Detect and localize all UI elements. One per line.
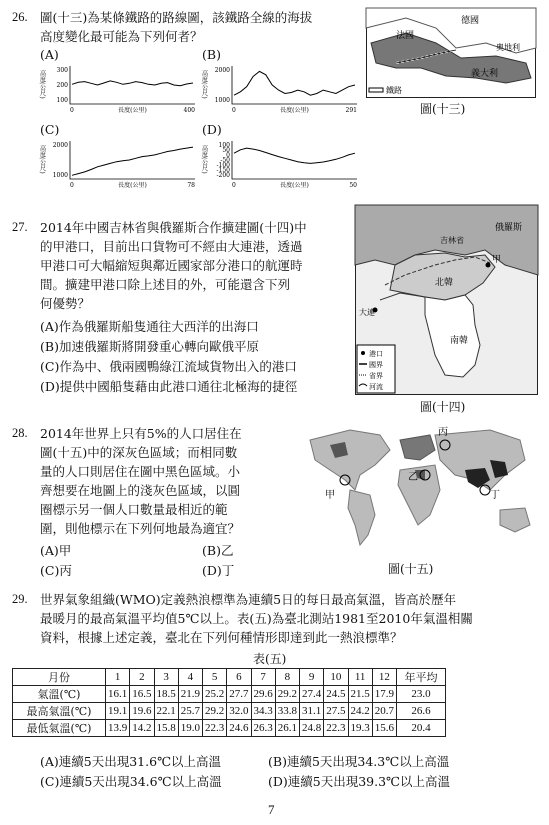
table-header-cell: 8	[275, 669, 299, 686]
q26-stem-line2: 高度變化最可能為下列何者？	[40, 29, 203, 44]
label-jilin: 吉林省	[440, 236, 464, 245]
table-cell: 32.0	[227, 703, 251, 720]
q27-option-b[interactable]: (B)加速俄羅斯將開發重心轉向歐俄平原	[40, 339, 259, 354]
q27-option-d[interactable]: (D)提供中國船隻藉由此港口通往北極海的捷徑	[40, 379, 298, 394]
table-cell: 22.3	[324, 720, 348, 737]
q28-stem-line1: 2014年世界上只有5%的人口居住在	[40, 426, 242, 441]
q28-stem-line2: 圖(十五)中的深灰色區域；而相同數	[40, 445, 238, 460]
table-cell: 24.6	[227, 720, 251, 737]
elevation-profile-line	[72, 81, 193, 86]
table-cell: 17.9	[372, 686, 396, 703]
table-cell: 23.0	[397, 686, 446, 703]
table-cell: 19.6	[130, 703, 154, 720]
figure-15-caption: 圖(十五)	[388, 562, 434, 576]
graph-y-axis-label: 高度(公尺)	[200, 145, 208, 174]
label-russia: 俄羅斯	[495, 223, 523, 233]
legend-province: 省界	[369, 372, 383, 380]
graph-x-tick-label: 0	[70, 182, 74, 189]
q26-option-c-label[interactable]: (C)	[40, 122, 60, 137]
q27-stem-line5: 何優勢？	[40, 296, 91, 311]
graph-y-tick-label: 2000	[214, 67, 230, 74]
table-cell: 21.9	[178, 686, 202, 703]
q27-stem-line4: 間。擴建甲港口除上述目的外，可能還含下列	[40, 277, 291, 292]
graph-y-tick-label: 50	[222, 147, 230, 154]
graph-y-tick-label: -200	[216, 172, 230, 179]
q29-number: 29.	[12, 592, 28, 606]
table-cell: 33.8	[275, 703, 299, 720]
table-cell: 15.8	[154, 720, 178, 737]
table-cell: 14.2	[130, 720, 154, 737]
alps-railway-map	[366, 8, 536, 98]
graph-y-tick-label: -100	[216, 162, 230, 169]
table-header-cell: 月份	[13, 669, 106, 686]
label-north-korea: 北韓	[435, 278, 454, 288]
q26-option-d-label[interactable]: (D)	[202, 122, 222, 137]
graph-x-tick-label: 0	[70, 107, 74, 114]
table-header-cell: 3	[154, 669, 178, 686]
table-cell: 27.7	[227, 686, 251, 703]
table-cell: 31.1	[300, 703, 324, 720]
graph-axes	[232, 66, 357, 104]
q28-stem-line6: 圍，則他標示在下列何地最為適宜？	[40, 521, 241, 536]
table-row	[13, 686, 446, 703]
q26-option-b-label[interactable]: (B)	[202, 47, 221, 62]
q27-stem-line1: 2014年中國吉林省與俄羅斯合作擴建圖(十四)中	[40, 220, 307, 235]
graph-x-axis-label: 長度(公里)	[280, 182, 309, 189]
q28-option-a[interactable]: (A)甲	[40, 543, 72, 558]
table-row	[13, 720, 446, 737]
graph-x-axis-label: 長度(公里)	[118, 107, 147, 114]
table-header-cell: 7	[251, 669, 275, 686]
q26-graph-d	[202, 137, 362, 189]
q29-stem-line1: 世界氣象組織(WMO)定義熱浪標準為連續5日的每日最高氣溫，皆高於歷年	[40, 592, 457, 607]
table-header-cell: 10	[324, 669, 348, 686]
graph-x-tick-label: 0	[232, 182, 236, 189]
label-ding: 丁	[490, 490, 500, 501]
q26-stem-line1: 圖(十三)為某條鐵路的路線圖，該鐵路全線的海拔	[40, 10, 313, 25]
graph-y-tick-label: 100	[56, 97, 68, 104]
q27-option-a[interactable]: (A)作為俄羅斯船隻通往大西洋的出海口	[40, 319, 259, 334]
table-cell: 21.5	[348, 686, 372, 703]
graph-x-tick-label: 291	[345, 107, 357, 114]
table-cell: 26.1	[275, 720, 299, 737]
label-jia: 甲	[325, 490, 335, 501]
q26-graph-c	[40, 137, 200, 189]
graph-y-tick-label: 2000	[52, 142, 68, 149]
graph-x-tick-label: 50	[349, 182, 357, 189]
legend-border: 國界	[369, 361, 383, 369]
table-cell: 20.4	[397, 720, 446, 737]
table-cell: 29.2	[275, 686, 299, 703]
table-cell: 22.1	[154, 703, 178, 720]
table-cell: 24.5	[324, 686, 348, 703]
label-austria: 奧地利	[496, 43, 520, 52]
legend-port: 港口	[369, 350, 383, 358]
table-row-label: 最高氣溫(℃)	[13, 703, 106, 720]
table-header-cell: 12	[372, 669, 396, 686]
elevation-profile-line	[234, 148, 355, 163]
graph-y-axis-label: 高度(公尺)	[38, 70, 46, 99]
graph-axes	[70, 141, 195, 179]
q29-option-a[interactable]: (A)連續5天出現31.6℃以上高溫	[40, 754, 222, 769]
table-cell: 25.7	[178, 703, 202, 720]
table-cell: 22.3	[203, 720, 227, 737]
q28-option-b[interactable]: (B)乙	[202, 543, 234, 558]
table-cell: 34.3	[251, 703, 275, 720]
table-cell: 25.2	[203, 686, 227, 703]
table-cell: 16.1	[106, 686, 130, 703]
table-cell: 29.6	[251, 686, 275, 703]
northeast-asia-map	[355, 205, 538, 395]
temperature-table	[12, 668, 446, 737]
page-number: 7	[268, 802, 275, 817]
label-dalian: 大連	[359, 308, 375, 317]
label-germany: 德國	[461, 16, 480, 26]
table-cell: 16.5	[130, 686, 154, 703]
graph-y-tick-label: -50	[220, 157, 230, 164]
figure-14-caption: 圖(十四)	[420, 400, 466, 414]
legend-railway: 鐵路	[386, 86, 402, 95]
table-cell: 27.4	[300, 686, 324, 703]
q28-option-c[interactable]: (C)丙	[40, 563, 72, 578]
graph-axes	[232, 141, 357, 179]
table-header-cell: 9	[300, 669, 324, 686]
table-header-cell: 2	[130, 669, 154, 686]
graph-y-tick-label: 200	[56, 82, 68, 89]
label-italy: 義大利	[471, 69, 499, 79]
q28-stem-line5: 圈標示另一個人口數量最相近的範	[40, 502, 228, 517]
table-cell: 24.2	[348, 703, 372, 720]
q27-stem-line2: 的甲港口，目前出口貨物可不經由大連港，透過	[40, 239, 303, 254]
legend-river: 河流	[369, 383, 383, 391]
elevation-profile-line	[234, 71, 355, 95]
q28-option-d[interactable]: (D)丁	[202, 563, 235, 578]
graph-y-tick-label: 300	[56, 67, 68, 74]
graph-x-axis-label: 長度(公里)	[118, 182, 147, 189]
q26-option-a-label[interactable]: (A)	[40, 47, 59, 62]
figure-13-caption: 圖(十三)	[420, 102, 466, 116]
graph-y-tick-label: 1000	[214, 97, 230, 104]
q27-stem-line3: 甲港口可大幅縮短與鄰近國家部分港口的航運時	[40, 258, 303, 273]
table-header-cell: 年平均	[397, 669, 446, 686]
table-cell: 18.5	[154, 686, 178, 703]
graph-x-tick-label: 400	[183, 107, 195, 114]
table-cell: 20.7	[372, 703, 396, 720]
table-cell: 24.8	[300, 720, 324, 737]
elevation-profile-line	[72, 147, 193, 175]
graph-x-tick-label: 0	[232, 107, 236, 114]
graph-y-tick-label: 1000	[52, 172, 68, 179]
port-jia-marker	[486, 263, 491, 268]
q29-option-b[interactable]: (B)連續5天出現34.3℃以上高溫	[268, 754, 450, 769]
label-port-jia: 甲	[492, 255, 502, 265]
table-cell: 26.3	[251, 720, 275, 737]
q26-graph-b	[202, 62, 362, 114]
graph-y-tick-label: 0	[226, 152, 230, 159]
table-cell: 15.6	[372, 720, 396, 737]
table-header-cell: 5	[203, 669, 227, 686]
table-cell: 27.5	[324, 703, 348, 720]
graph-y-axis-label: 高度(公尺)	[200, 70, 208, 99]
q29-stem-line3: 資料，根據上述定義，臺北在下列何種情形即達到此一熱浪標準？	[40, 630, 403, 645]
graph-y-axis-label: 高度(公尺)	[38, 145, 46, 174]
q26-graph-a	[40, 62, 200, 114]
table-header-cell: 11	[348, 669, 372, 686]
table-header-cell: 4	[178, 669, 202, 686]
table-header-cell: 1	[106, 669, 130, 686]
table-cell: 26.6	[397, 703, 446, 720]
label-yi: 乙	[408, 472, 418, 483]
table-5-title: 表(五)	[253, 652, 287, 666]
q28-number: 28.	[12, 426, 28, 440]
label-france: 法國	[396, 31, 415, 41]
table-row-label: 最低氣溫(℃)	[13, 720, 106, 737]
table-cell: 19.0	[178, 720, 202, 737]
table-cell: 19.3	[348, 720, 372, 737]
q28-stem-line4: 齊想要在地圖上的淺灰色區域，以圓	[40, 483, 241, 498]
q29-option-c[interactable]: (C)連續5天出現34.6℃以上高溫	[40, 774, 222, 789]
table-cell: 13.9	[106, 720, 130, 737]
q27-number: 27.	[12, 220, 28, 234]
graph-x-tick-label: 78	[187, 182, 195, 189]
q26-number: 26.	[12, 10, 28, 24]
table-row	[13, 703, 446, 720]
q29-option-d[interactable]: (D)連續5天出現39.3℃以上高溫	[268, 774, 451, 789]
graph-x-axis-label: 長度(公里)	[280, 107, 309, 114]
graph-y-tick-label: -150	[216, 167, 230, 174]
q27-option-c[interactable]: (C)作為中、俄兩國鴨綠江流域貨物出入的港口	[40, 359, 297, 374]
table-header-row	[13, 669, 446, 686]
table-cell: 19.1	[106, 703, 130, 720]
label-bing: 丙	[438, 427, 448, 438]
table-cell: 29.2	[203, 703, 227, 720]
graph-y-tick-label: 100	[218, 142, 230, 149]
world-population-map	[290, 420, 540, 555]
q28-stem-line3: 量的人口則居住在圖中黑色區域。小	[40, 464, 241, 479]
label-south-korea: 南韓	[450, 336, 469, 346]
q29-stem-line2: 最暖月的最高氣溫平均值5℃以上。表(五)為臺北測站1981至2010年氣溫相關	[40, 611, 473, 626]
table-row-label: 氣溫(℃)	[13, 686, 106, 703]
table-header-cell: 6	[227, 669, 251, 686]
